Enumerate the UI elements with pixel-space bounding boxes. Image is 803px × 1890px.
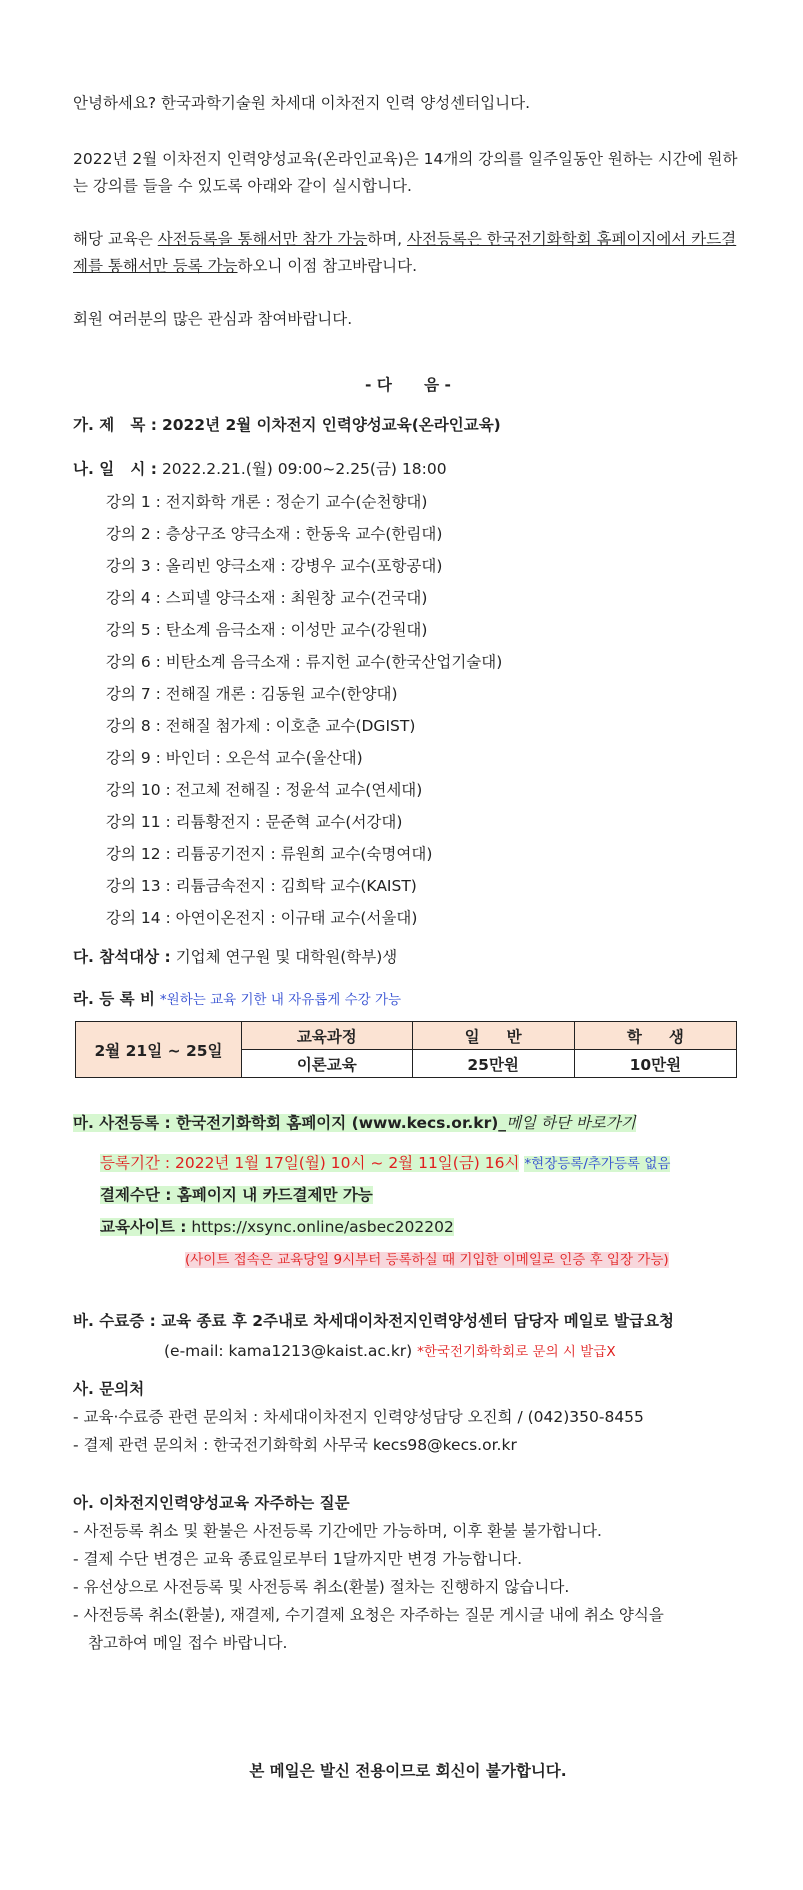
target-line: 다. 참석대상 : 기업체 연구원 및 대학원(학부)생 [73, 948, 398, 966]
fee-table [75, 1021, 737, 1078]
lecture-item: 강의 11 : 리튬황전지 : 문준혁 교수(서강대) [106, 813, 403, 831]
intro-paragraph: 2022년 2월 이차전지 인력양성교육(온라인교육)은 14개의 강의를 일주일동안 원하는 시간에 원하는 강의를 들을 수 있도록 아래와 같이 실시합니다. [73, 150, 738, 196]
fee-line: 라. 등 록 비 *원하는 교육 기한 내 자유롭게 수강 가능 [73, 990, 402, 1008]
fee-header-general: 일 반 [412, 1022, 574, 1050]
site-note: (사이트 접속은 교육당일 9시부터 등록하실 때 기입한 이메일로 인증 후 입장 가능) [185, 1252, 669, 1268]
reg-period-line: 등록기간 : 2022년 1월 17일(월) 10시 ~ 2월 11일(금) 16시 *현장등록/추가등록 없음 [100, 1154, 671, 1172]
lecture-item: 강의 10 : 전고체 전해질 : 정윤석 교수(연세대) [106, 781, 423, 799]
contact-item: - 결제 관련 문의처 : 한국전기화학회 사무국 kecs98@kecs.or.kr [73, 1436, 517, 1454]
lecture-item: 강의 12 : 리튬공기전지 : 류원희 교수(숙명여대) [106, 845, 433, 863]
site-url[interactable]: https://xsync.online/asbec202202 [191, 1218, 454, 1236]
lecture-item: 강의 14 : 아연이온전지 : 이규태 교수(서울대) [106, 909, 418, 927]
registration-notice: 해당 교육은 사전등록을 통해서만 참가 가능하며, 사전등록은 한국전기화학회 홈페이지에서 카드결제를 통해서만 등록 가능하오니 이점 참고바랍니다. [73, 230, 737, 276]
lecture-item: 강의 5 : 탄소계 음극소재 : 이성만 교수(강원대) [106, 621, 428, 639]
title-line: 가. 제 목 : 2022년 2월 이차전지 인력양성교육(온라인교육) [73, 416, 501, 434]
lecture-item: 강의 6 : 비탄소계 음극소재 : 류지헌 교수(한국산업기술대) [106, 653, 503, 671]
section-heading: - 다 음 - [365, 376, 451, 394]
lecture-item: 강의 3 : 올리빈 양극소재 : 강병우 교수(포항공대) [106, 557, 443, 575]
prereg-link[interactable]: 메일 하단 바로가기 [506, 1114, 636, 1132]
fee-header-course: 교육과정 [242, 1022, 413, 1050]
lecture-item: 강의 7 : 전해질 개론 : 김동원 교수(한양대) [106, 685, 398, 703]
faq-item-continued: 참고하여 메일 접수 바랍니다. [88, 1634, 288, 1652]
faq-item: - 사전등록 취소 및 환불은 사전등록 기간에만 가능하며, 이후 환불 불가합니다. [73, 1522, 602, 1540]
payment-line: 결제수단 : 홈페이지 내 카드결제만 가능 [100, 1186, 373, 1204]
faq-item: - 유선상으로 사전등록 및 사전등록 취소(환불) 절차는 진행하지 않습니다. [73, 1578, 570, 1596]
faq-item: - 사전등록 취소(환불), 재결제, 수기결제 요청은 자주하는 질문 게시글 내에 취소 양식을 [73, 1606, 664, 1624]
date-line: 나. 일 시 : 2022.2.21.(월) 09:00~2.25(금) 18:00 [73, 460, 447, 478]
closing-paragraph: 회원 여러분의 많은 관심과 참여바랍니다. [73, 310, 353, 328]
footer-notice: 본 메일은 발신 전용이므로 회신이 불가합니다. [249, 1762, 567, 1780]
certificate-email[interactable]: (e-mail: kama1213@kaist.ac.kr) [164, 1342, 413, 1360]
certificate-line: 바. 수료증 : 교육 종료 후 2주내로 차세대이차전지인력양성센터 담당자 메일로 발급요청 [73, 1312, 674, 1330]
lecture-item: 강의 8 : 전해질 첨가제 : 이호춘 교수(DGIST) [106, 717, 416, 735]
fee-header-student: 학 생 [574, 1022, 736, 1050]
fee-general: 25만원 [412, 1050, 574, 1078]
fee-period: 2월 21일 ~ 25일 [76, 1022, 242, 1078]
faq-item: - 결제 수단 변경은 교육 종료일로부터 1달까지만 변경 가능합니다. [73, 1550, 523, 1568]
faq-heading: 아. 이차전지인력양성교육 자주하는 질문 [73, 1494, 350, 1512]
greeting: 안녕하세요? 한국과학기술원 차세대 이차전지 인력 양성센터입니다. [73, 94, 531, 112]
lecture-item: 강의 13 : 리튬금속전지 : 김희탁 교수(KAIST) [106, 877, 417, 895]
contact-heading: 사. 문의처 [73, 1380, 145, 1398]
fee-student: 10만원 [574, 1050, 736, 1078]
certificate-email-line: (e-mail: kama1213@kaist.ac.kr) *한국전기화학회로 문의 시 발급X [164, 1342, 616, 1360]
fee-course: 이론교육 [242, 1050, 413, 1078]
site-line: 교육사이트 : https://xsync.online/asbec202202 [100, 1218, 454, 1236]
lecture-item: 강의 2 : 층상구조 양극소재 : 한동욱 교수(한림대) [106, 525, 443, 543]
lecture-item: 강의 4 : 스피넬 양극소재 : 최원창 교수(건국대) [106, 589, 428, 607]
lecture-item: 강의 9 : 바인더 : 오은석 교수(울산대) [106, 749, 363, 767]
prereg-line: 마. 사전등록 : 한국전기화학회 홈페이지 (www.kecs.or.kr)_메일 하단 바로가기 [73, 1114, 636, 1132]
lecture-item: 강의 1 : 전지화학 개론 : 정순기 교수(순천향대) [106, 493, 428, 511]
contact-item: - 교육·수료증 관련 문의처 : 차세대이차전지 인력양성담당 오진희 / (042)350-8455 [73, 1408, 644, 1426]
